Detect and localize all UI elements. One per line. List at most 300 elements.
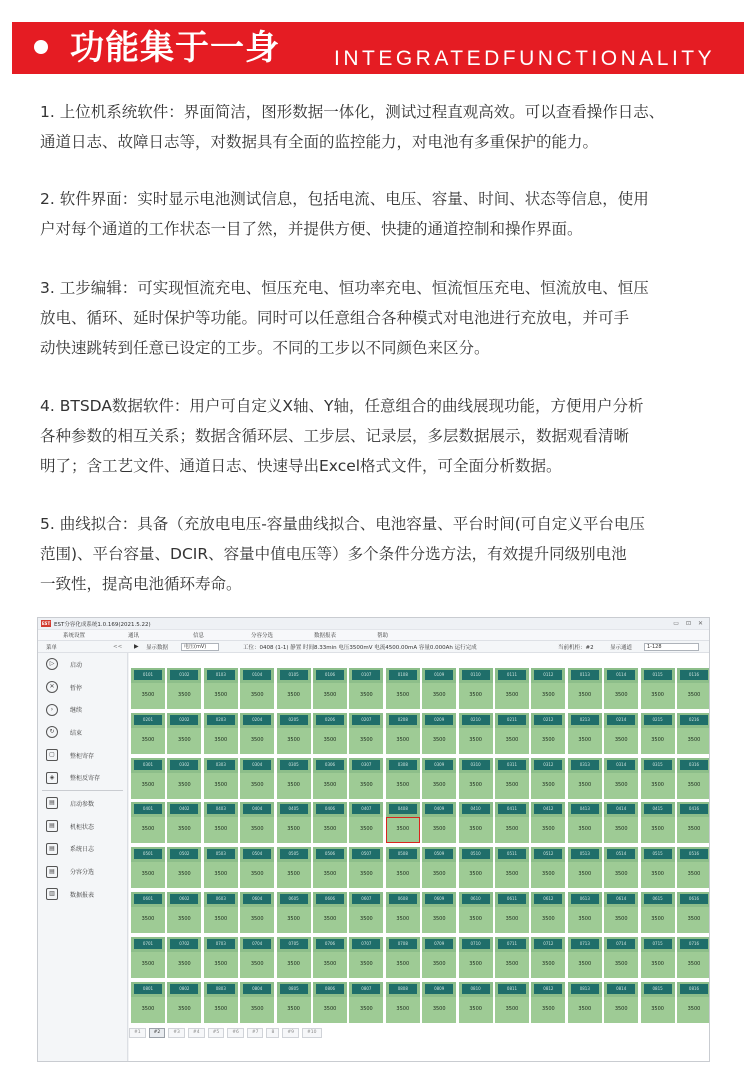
channel-voltage: 3500 [240,773,274,799]
paragraph-4 [40,391,710,481]
sidebar-item-2[interactable] [38,676,127,699]
channel-cell[interactable] [349,937,383,978]
channel-cell[interactable] [641,937,675,978]
maximize-icon[interactable]: ⊡ [685,620,691,627]
channel-voltage: 3500 [459,952,493,978]
channel-id: 0212 [534,715,562,725]
channel-cell[interactable] [531,982,565,1023]
channel-cell[interactable] [349,847,383,888]
channel-id: 0705 [280,939,308,949]
channel-cell[interactable] [568,937,602,978]
channel-voltage: 3500 [641,862,675,888]
channel-cell[interactable] [459,713,493,754]
channel-id: 0715 [644,939,672,949]
play-status-icon[interactable]: ▶ [134,643,139,650]
channel-id: 0410 [462,804,490,814]
channel-voltage: 3500 [495,728,529,754]
channel-cell[interactable] [677,892,710,933]
channel-cell[interactable] [568,758,602,799]
sidebar-item-4[interactable] [38,721,127,744]
display-channel-label: 显示通道 [610,644,633,651]
channel-cell[interactable] [641,802,675,843]
channel-cell[interactable] [604,847,638,888]
channel-cell[interactable] [277,847,311,888]
channel-voltage: 3500 [349,997,383,1023]
close-icon[interactable]: ✕ [697,620,703,627]
sidebar-item-6[interactable] [38,766,127,789]
channel-id: 0314 [607,760,635,770]
channel-voltage: 3500 [495,952,529,978]
display-channel-select[interactable]: 1-128 [644,643,699,651]
cabinet-save-icon: ▢ [46,749,58,761]
page-tab[interactable]: #6 [227,1028,244,1038]
minimize-icon[interactable]: ▭ [673,620,679,627]
channel-voltage: 3500 [349,907,383,933]
channel-cell[interactable] [277,668,311,709]
channel-grid-area [129,653,710,1062]
channel-cell[interactable] [531,892,565,933]
page-tab[interactable]: 8 [266,1028,279,1038]
channel-id: 0709 [425,939,453,949]
channel-cell[interactable] [495,847,529,888]
channel-cell[interactable] [240,892,274,933]
channel-cell[interactable] [422,713,456,754]
channel-cell[interactable] [167,892,201,933]
paragraph-line: 一致性，提高电池循环寿命。 [40,575,242,593]
channel-cell[interactable] [240,758,274,799]
channel-cell[interactable] [386,668,420,709]
channel-id: 0210 [462,715,490,725]
channel-cell[interactable] [313,758,347,799]
channel-id: 0809 [425,984,453,994]
channel-cell[interactable] [677,758,710,799]
channel-cell[interactable] [604,758,638,799]
channel-cell[interactable] [531,937,565,978]
channel-cell[interactable] [277,713,311,754]
channel-id: 0716 [680,939,708,949]
channel-id: 0814 [607,984,635,994]
channel-cell[interactable] [204,937,238,978]
channel-cell[interactable] [277,802,311,843]
channel-id: 0504 [243,849,271,859]
channel-cell[interactable] [277,937,311,978]
channel-cell[interactable] [131,937,165,978]
sidebar-item-label: 分容分选 [70,869,95,877]
channel-cell[interactable] [240,668,274,709]
channel-cell[interactable] [495,982,529,1023]
channel-id: 0607 [352,894,380,904]
channel-cell[interactable] [422,847,456,888]
channel-id: 0804 [243,984,271,994]
menu-info[interactable]: 信息 [193,633,205,639]
channel-voltage: 3500 [677,907,710,933]
channel-cell[interactable] [568,668,602,709]
channel-cell[interactable] [167,937,201,978]
channel-cell[interactable] [167,713,201,754]
channel-id: 0704 [243,939,271,949]
channel-cell[interactable] [604,713,638,754]
channel-cell[interactable] [167,847,201,888]
channel-cell[interactable] [313,847,347,888]
paragraph-1 [40,97,710,157]
channel-id: 0512 [534,849,562,859]
cabinet-pager [129,1026,710,1040]
channel-voltage: 3500 [568,952,602,978]
channel-id: 0502 [170,849,198,859]
menu-communication[interactable]: 通讯 [128,633,140,639]
channel-cell[interactable] [495,758,529,799]
channel-cell[interactable] [240,982,274,1023]
sidebar-item-7[interactable] [38,792,127,815]
channel-cell[interactable] [240,937,274,978]
channel-cell[interactable] [204,668,238,709]
channel-id: 0713 [571,939,599,949]
channel-voltage: 3500 [641,728,675,754]
channel-voltage: 3500 [204,907,238,933]
channel-voltage: 3500 [240,862,274,888]
channel-voltage: 3500 [459,997,493,1023]
channel-voltage: 3500 [604,862,638,888]
channel-id: 0807 [352,984,380,994]
channel-cell[interactable] [641,892,675,933]
channel-cell[interactable] [604,937,638,978]
channel-cell[interactable] [386,982,420,1023]
menu-sorting[interactable]: 分容分选 [251,633,274,639]
channel-id: 0404 [243,804,271,814]
channel-cell[interactable] [531,713,565,754]
channel-id: 0311 [498,760,526,770]
channel-cell[interactable] [459,668,493,709]
channel-cell[interactable] [495,713,529,754]
channel-voltage: 3500 [167,952,201,978]
channel-cell[interactable] [313,668,347,709]
channel-id: 0405 [280,804,308,814]
channel-cell[interactable] [313,937,347,978]
channel-cell[interactable] [459,937,493,978]
channel-cell[interactable] [313,982,347,1023]
channel-cell[interactable] [495,937,529,978]
channel-cell[interactable] [641,982,675,1023]
channel-voltage: 3500 [240,997,274,1023]
channel-id: 0702 [170,939,198,949]
channel-cell[interactable] [386,937,420,978]
channel-cell[interactable] [495,892,529,933]
channel-cell[interactable] [240,713,274,754]
channel-voltage: 3500 [641,952,675,978]
channel-cell[interactable] [349,982,383,1023]
paragraph-3 [40,273,710,363]
channel-cell[interactable] [459,758,493,799]
channel-cell[interactable] [131,892,165,933]
channel-id: 0310 [462,760,490,770]
channel-voltage: 3500 [641,773,675,799]
channel-voltage: 3500 [131,862,165,888]
channel-id: 0101 [134,670,162,680]
channel-id: 0201 [134,715,162,725]
channel-cell[interactable] [531,847,565,888]
channel-cell[interactable] [495,668,529,709]
channel-voltage: 3500 [277,907,311,933]
sidebar [38,653,128,1062]
channel-voltage: 3500 [240,817,274,843]
menu-system-settings[interactable]: 系统设置 [63,633,86,639]
channel-id: 0408 [389,804,417,814]
channel-id: 0309 [425,760,453,770]
channel-id: 0403 [207,804,235,814]
channel-voltage: 3500 [167,907,201,933]
sidebar-item-8[interactable] [38,815,127,838]
channel-voltage: 3500 [349,773,383,799]
channel-voltage: 3500 [313,952,347,978]
channel-cell[interactable] [531,802,565,843]
channel-cell[interactable] [641,713,675,754]
menu-help[interactable]: 帮助 [377,633,389,639]
channel-voltage: 3500 [495,862,529,888]
channel-cell[interactable] [204,802,238,843]
channel-voltage: 3500 [495,907,529,933]
channel-id: 0710 [462,939,490,949]
channel-id: 0610 [462,894,490,904]
channel-voltage: 3500 [386,728,420,754]
channel-voltage: 3500 [531,817,565,843]
channel-voltage: 3500 [204,773,238,799]
page-tab[interactable]: #7 [247,1028,264,1038]
channel-cell[interactable] [131,847,165,888]
channel-id: 0602 [170,894,198,904]
channel-id: 0106 [316,670,344,680]
channel-cell[interactable] [386,847,420,888]
sidebar-item-label: 启动参数 [70,800,95,808]
channel-voltage: 3500 [131,683,165,709]
sidebar-header: 菜单 [46,644,58,651]
channel-cell[interactable] [677,668,710,709]
channel-cell[interactable] [568,802,602,843]
channel-cell[interactable] [568,713,602,754]
channel-voltage: 3500 [531,952,565,978]
channel-cell[interactable] [568,982,602,1023]
channel-cell[interactable] [204,713,238,754]
channel-id: 0412 [534,804,562,814]
channel-cell[interactable] [349,758,383,799]
channel-id: 0214 [607,715,635,725]
channel-id: 0302 [170,760,198,770]
channel-cell[interactable] [131,758,165,799]
sidebar-item-5[interactable] [38,744,127,767]
channel-cell[interactable] [204,847,238,888]
paragraph-line: 范围)、平台容量、DCIR、容量中值电压等）多个条件分选方法，有效提升同级别电池 [40,545,627,563]
sidebar-item-3[interactable] [38,698,127,721]
channel-cell[interactable] [604,668,638,709]
channel-id: 0711 [498,939,526,949]
channel-id: 0506 [316,849,344,859]
channel-id: 0207 [352,715,380,725]
channel-cell[interactable] [422,937,456,978]
channel-id: 0409 [425,804,453,814]
page-tab[interactable]: #1 [129,1028,146,1038]
channel-cell[interactable] [459,892,493,933]
page-tab[interactable]: #2 [149,1028,166,1038]
channel-id: 0615 [644,894,672,904]
sidebar-collapse-button[interactable]: << [113,643,123,650]
display-data-select[interactable]: 电压(mV) [181,643,219,651]
channel-id: 0202 [170,715,198,725]
channel-id: 0305 [280,760,308,770]
app-window [37,617,710,1062]
channel-voltage: 3500 [459,683,493,709]
channel-id: 0115 [644,670,672,680]
channel-id: 0714 [607,939,635,949]
channel-voltage: 3500 [422,773,456,799]
channel-id: 0112 [534,670,562,680]
channel-voltage: 3500 [531,997,565,1023]
channel-cell[interactable] [167,668,201,709]
paragraph-line: 3. 工步编辑：可实现恒流充电、恒压充电、恒功率充电、恒流恒压充电、恒流放电、恒压 [40,279,649,297]
window-titlebar [38,618,709,630]
channel-cell[interactable] [641,668,675,709]
paragraph-line: 5. 曲线拟合：具备（充放电电压-容量曲线拟合、电池容量、平台时间(可自定义平台电压 [40,515,645,533]
channel-voltage: 3500 [531,907,565,933]
page-tab[interactable]: #3 [168,1028,185,1038]
channel-id: 0612 [534,894,562,904]
channel-cell[interactable] [677,982,710,1023]
sidebar-item-11[interactable] [38,883,127,906]
channel-cell[interactable] [277,758,311,799]
sorting-icon: ▤ [46,866,58,878]
channel-cell[interactable] [313,892,347,933]
channel-cell[interactable] [240,802,274,843]
channel-cell[interactable] [422,982,456,1023]
channel-voltage: 3500 [422,907,456,933]
channel-cell[interactable] [313,713,347,754]
sidebar-item-9[interactable] [38,838,127,861]
channel-cell[interactable] [386,892,420,933]
channel-voltage: 3500 [313,817,347,843]
channel-id: 0816 [680,984,708,994]
start-params-icon: ▤ [46,797,58,809]
channel-cell[interactable] [677,937,710,978]
channel-cell[interactable] [604,982,638,1023]
page-tab[interactable]: #10 [302,1028,322,1038]
channel-cell[interactable] [641,758,675,799]
channel-cell[interactable] [349,668,383,709]
channel-cell[interactable] [641,847,675,888]
channel-id: 0803 [207,984,235,994]
channel-cell[interactable] [240,847,274,888]
channel-cell[interactable] [604,892,638,933]
channel-cell[interactable] [131,668,165,709]
channel-voltage: 3500 [568,728,602,754]
channel-voltage: 3500 [568,907,602,933]
channel-cell[interactable] [277,982,311,1023]
channel-cell[interactable] [131,802,165,843]
channel-cell[interactable] [386,802,420,843]
paragraph-line: 2. 软件界面：实时显示电池测试信息，包括电流、电压、容量、时间、状态等信息，使用 [40,190,649,208]
channel-voltage: 3500 [386,817,420,843]
channel-id: 0805 [280,984,308,994]
channel-cell[interactable] [131,982,165,1023]
channel-cell[interactable] [677,713,710,754]
sidebar-item-10[interactable] [38,860,127,883]
channel-cell[interactable] [349,802,383,843]
channel-cell[interactable] [204,758,238,799]
channel-cell[interactable] [167,758,201,799]
channel-cell[interactable] [495,802,529,843]
channel-id: 0501 [134,849,162,859]
channel-voltage: 3500 [641,997,675,1023]
channel-voltage: 3500 [568,683,602,709]
page-tab[interactable]: #4 [188,1028,205,1038]
window-controls [673,620,709,627]
channel-voltage: 3500 [677,773,710,799]
paragraph-line: 4. BTSDA数据软件：用户可自定义X轴、Y轴，任意组合的曲线展现功能，方便用户分析 [40,397,644,415]
status-bar [38,641,709,653]
display-data-label: 显示数据 [146,644,169,651]
channel-cell[interactable] [349,713,383,754]
channel-id: 0406 [316,804,344,814]
channel-cell[interactable] [422,758,456,799]
channel-cell[interactable] [459,982,493,1023]
paragraph-line: 明了；含工艺文件、通道日志、快速导出Excel格式文件，可全面分析数据。 [40,457,562,475]
channel-id: 0109 [425,670,453,680]
channel-cell[interactable] [422,892,456,933]
channel-id: 0808 [389,984,417,994]
channel-cell[interactable] [604,802,638,843]
channel-cell[interactable] [204,982,238,1023]
channel-voltage: 3500 [277,997,311,1023]
channel-voltage: 3500 [131,817,165,843]
channel-id: 0708 [389,939,417,949]
channel-id: 0307 [352,760,380,770]
channel-cell[interactable] [677,847,710,888]
channel-cell[interactable] [386,713,420,754]
channel-voltage: 3500 [131,997,165,1023]
channel-cell[interactable] [167,802,201,843]
channel-cell[interactable] [677,802,710,843]
page-tab[interactable]: #9 [282,1028,299,1038]
channel-voltage: 3500 [131,773,165,799]
channel-id: 0507 [352,849,380,859]
channel-cell[interactable] [167,982,201,1023]
channel-voltage: 3500 [604,683,638,709]
channel-cell[interactable] [422,668,456,709]
channel-cell[interactable] [386,758,420,799]
paragraph-line: 户对每个通道的工作状态一目了然，并提供方便、快捷的通道控制和操作界面。 [40,220,583,238]
channel-cell[interactable] [422,802,456,843]
channel-voltage: 3500 [568,817,602,843]
channel-cell[interactable] [568,847,602,888]
channel-cell[interactable] [531,758,565,799]
channel-cell[interactable] [131,713,165,754]
channel-cell[interactable] [204,892,238,933]
channel-id: 0113 [571,670,599,680]
channel-cell[interactable] [349,892,383,933]
channel-voltage: 3500 [459,728,493,754]
channel-cell[interactable] [459,847,493,888]
channel-cell[interactable] [459,802,493,843]
channel-cell[interactable] [568,892,602,933]
channel-cell[interactable] [531,668,565,709]
channel-cell[interactable] [313,802,347,843]
channel-id: 0605 [280,894,308,904]
page-tab[interactable]: #5 [208,1028,225,1038]
menu-data-report[interactable]: 数据报表 [314,633,337,639]
channel-voltage: 3500 [204,683,238,709]
channel-cell[interactable] [277,892,311,933]
channel-voltage: 3500 [204,997,238,1023]
channel-id: 0204 [243,715,271,725]
sidebar-item-1[interactable] [38,653,127,676]
channel-voltage: 3500 [422,952,456,978]
